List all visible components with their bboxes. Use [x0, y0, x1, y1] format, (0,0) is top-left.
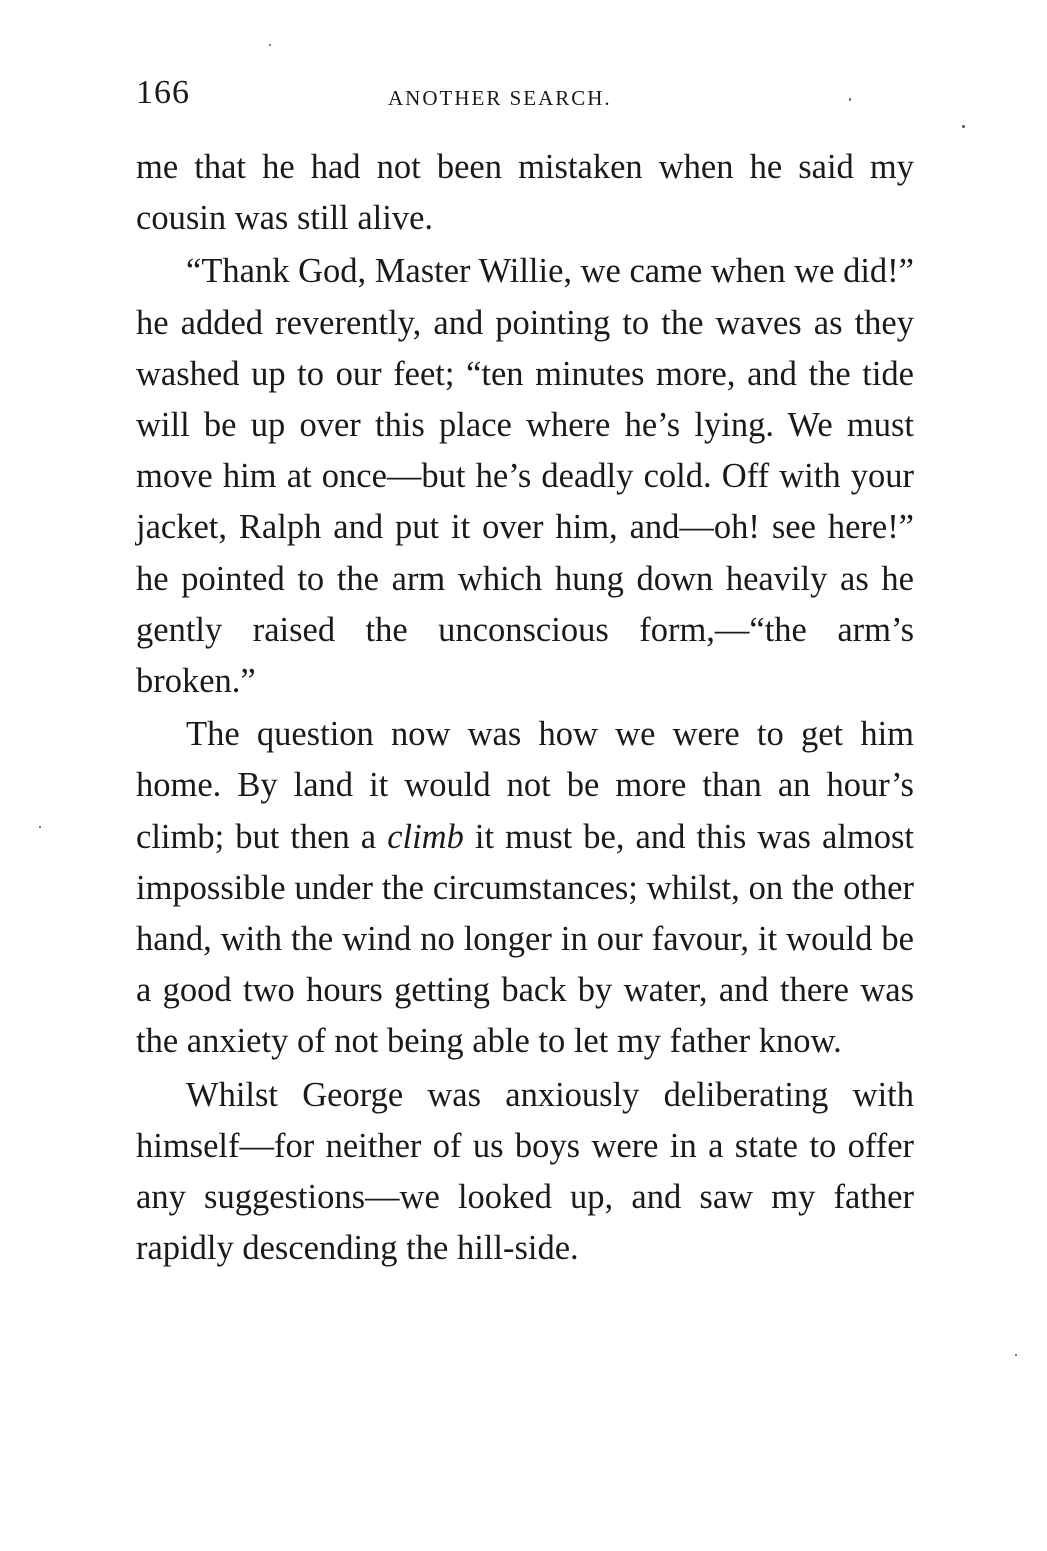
paragraph-3-text-a: The question now was how we were to get him home. By land it would not be more than an hour’s climb; but then a [136, 715, 914, 856]
paragraph-3 [136, 709, 914, 1067]
running-head: ANOTHER SEARCH. [388, 86, 612, 110]
scan-speck [269, 44, 271, 46]
paragraph-3-text-b: it must be, and this was almost impossible under the circumstances; whilst, on the other hand, with the wind no longer in our favour, it would be a good two hours getting back by water, and there was the anxiety of not being able to let my father know. [136, 817, 915, 1061]
paragraph-4: Whilst George was anxiously deliberating with himself—for neither of us boys were in a state to offer any suggestions—we looked up, and saw my father rapidly descending the hill-side. [136, 1075, 914, 1268]
page-number: 166 [136, 74, 190, 111]
scan-speck [962, 125, 965, 128]
paragraph-1: me that he had not been mistaken when he said my cousin was still alive. [136, 148, 914, 238]
page-body [136, 142, 914, 1276]
scan-speck [1015, 1354, 1017, 1356]
paragraph-2: “Thank God, Master Willie, we came when we did!” he added reverently, and pointing to the waves as they washed up to our feet; “ten minutes more, and the tide will be up over this place where he’s lying. We must move him at once—but he’s deadly cold. Off with your jacket, Ralph and put it over him, and—oh! see here!” he pointed to the arm which hung down heavily as he gently raised the unconscious form,—“the arm’s broken.” [136, 252, 914, 701]
scan-speck [39, 826, 41, 828]
page-header [136, 74, 916, 124]
paragraph-3-emphasis: climb [387, 817, 464, 856]
scan-speck [849, 98, 851, 101]
